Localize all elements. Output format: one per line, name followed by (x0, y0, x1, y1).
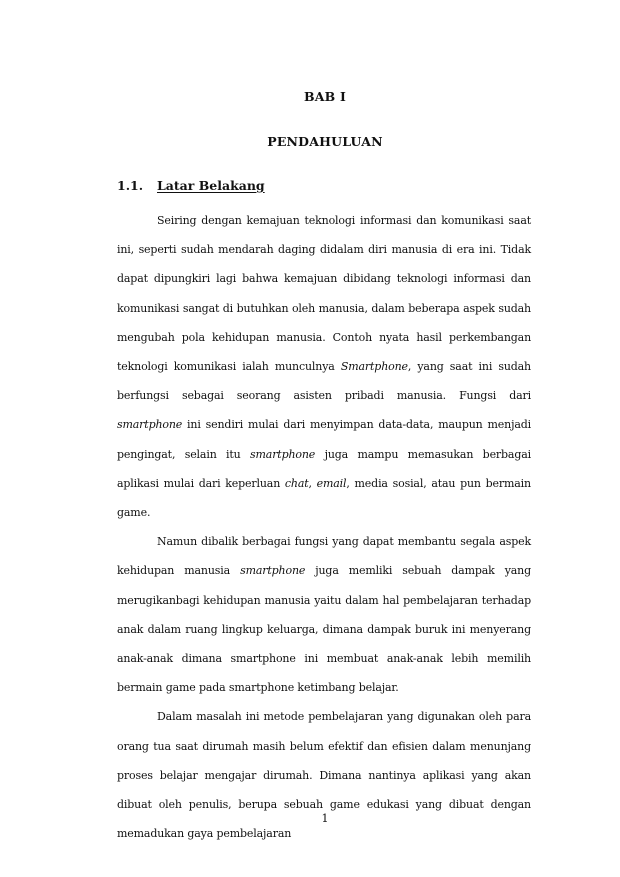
page-number: 1 (321, 812, 329, 825)
text-run: , yang saat ini sudah berfungsi sebagai seorang asisten pribadi manusia. Fungsi dari (117, 360, 531, 403)
text-run: Seiring dengan kemajuan teknologi informasi dan komunikasi saat ini, seperti sudah mendarah daging didalam diri manusia di era ini. Tidak dapat dipungkiri lagi bahwa kemajuan dibidang teknologi informasi dan komunikasi sangat di butuhkan oleh manusia, dalam beberapa aspek sudah mengubah pola kehidupan manusia. Contoh nyata hasil perkembangan teknologi komunikasi ialah munculnya (117, 214, 531, 374)
body-text (117, 206, 531, 848)
text-run: Dalam masalah ini metode pembelajaran yang digunakan oleh para orang tua saat dirumah masih belum efektif dan efisien dalam menunjang proses belajar mengajar dirumah. Dimana nantinya aplikasi yang akan dibuat oleh penulis, berupa sebuah game edukasi yang dibuat dengan memadukan gaya pembelajaran (117, 710, 531, 841)
italic-term: smartphone (117, 418, 183, 432)
italic-term: smartphone (250, 447, 316, 461)
text-run: , (308, 476, 317, 490)
italic-term: smartphone (240, 564, 306, 578)
italic-term: email (316, 476, 347, 490)
chapter-label: BAB I (303, 89, 347, 104)
section-number: 1.1. (117, 178, 144, 193)
section-title: Latar Belakang (157, 178, 265, 193)
text-run: , media sosial, atau pun bermain game. (117, 476, 531, 520)
section-heading (117, 178, 265, 193)
paragraph (117, 206, 531, 527)
text-run: juga memliki sebuah dampak yang merugikanbagi kehidupan manusia yaitu dalam hal pembelajaran terhadap anak dalam ruang lingkup keluarga, dimana dampak buruk ini menyerang anak-anak dimana smartphone ini membuat anak-anak lebih memilih bermain game pada smartphone ketimbang belajar. (117, 564, 531, 695)
text-run: ini sendiri mulai dari menyimpan data-data, maupun menjadi pengingat, selain itu (117, 418, 531, 461)
paragraph (117, 702, 531, 848)
italic-term: chat (284, 476, 309, 490)
paragraph (117, 527, 531, 702)
chapter-title: PENDAHULUAN (267, 134, 383, 149)
text-run: juga mampu memasukan berbagai aplikasi mulai dari keperluan (117, 447, 532, 490)
text-run: Namun dibalik berbagai fungsi yang dapat membantu segala aspek kehidupan manusia (117, 535, 531, 578)
italic-term: Smartphone (340, 360, 408, 374)
